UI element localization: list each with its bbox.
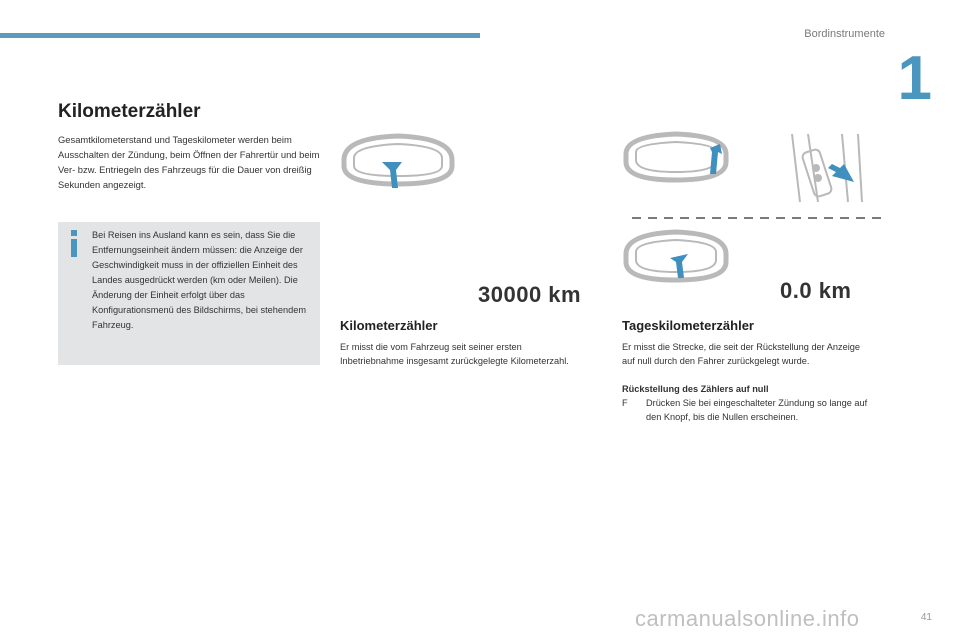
- trip-display-housing-bottom: [626, 232, 726, 280]
- odometer-display-value: 30000 km: [478, 282, 582, 307]
- chapter-number: 1: [897, 44, 932, 113]
- info-box: [58, 222, 320, 365]
- trip-illustration: [622, 130, 884, 310]
- odometer-illustration: [340, 130, 600, 310]
- bullet-marker: F: [622, 398, 628, 408]
- page-title: Kilometerzähler: [58, 101, 201, 122]
- header-accent-bar: [0, 33, 480, 38]
- trip-display-value: 0.0 km: [780, 278, 852, 303]
- reset-button-panel: [792, 134, 862, 202]
- reset-title: Rückstellung des Zählers auf null: [622, 384, 769, 394]
- reset-step-text: Drücken Sie bei eingeschalteter Zündung so lange auf den Knopf, bis die Nullen erscheinen.: [646, 398, 868, 422]
- trip-description: Er misst die Strecke, die seit der Rückstellung der Anzeige auf null durch den Fahrer zurückgelegt wurde.: [622, 342, 860, 366]
- section-title: Bordinstrumente: [804, 28, 885, 40]
- trip-heading: Tageskilometerzähler: [622, 318, 754, 333]
- page-number: 41: [920, 612, 932, 623]
- trip-arrow-icon: [670, 254, 688, 278]
- odometer-description: Er misst die vom Fahrzeug seit seiner ersten Inbetriebnahme insgesamt zurückgelegte Kilometerzahl.: [340, 342, 569, 366]
- intro-paragraph: Gesamtkilometerstand und Tageskilometer werden beim Ausschalten der Zündung, beim Öffnen der Fahrertür und beim Ver- bzw. Entriegeln des Fahrzeugs für die Dauer von dreißig Sekunden angezeigt.: [58, 134, 320, 190]
- odometer-heading: Kilometerzähler: [340, 318, 438, 333]
- info-icon: [70, 230, 84, 257]
- info-text: Bei Reisen ins Ausland kann es sein, dass Sie die Entfernungseinheit ändern müssen: die Anzeige der Geschwindigkeit muss in der offiziellen Einheit des Landes ausgedrückt werden (km oder Meilen). Die Änderung der Einheit erfolgt über das Konfigurationsmenü des Bildschirms, bei stehendem Fahrzeug.: [92, 230, 306, 330]
- odometer-display-housing: [344, 136, 452, 184]
- reset-arrow-icon: [828, 164, 854, 182]
- watermark: carmanualsonline.info: [635, 606, 860, 631]
